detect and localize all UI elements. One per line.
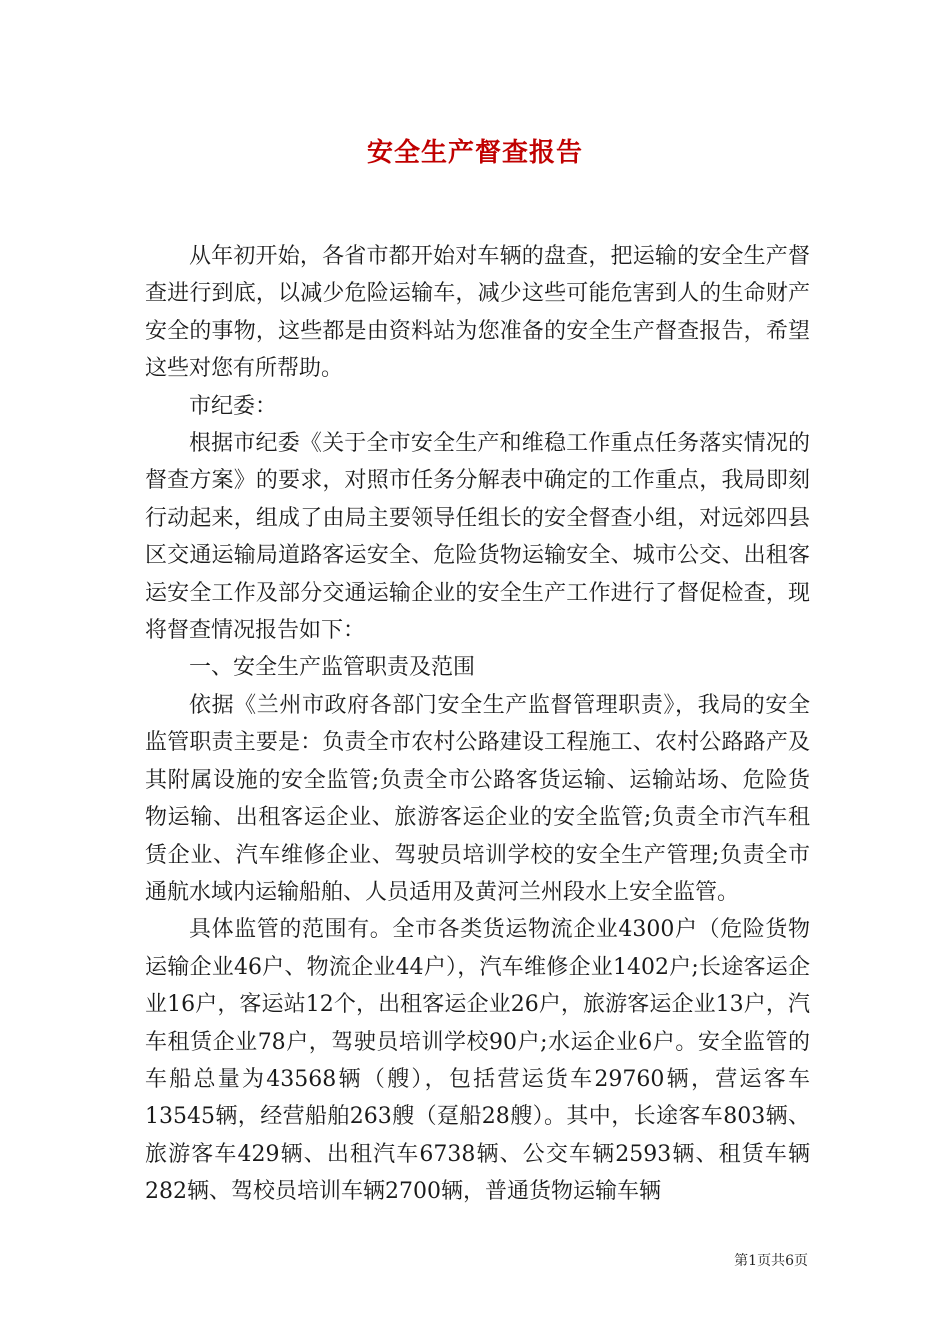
document-title: 安全生产督查报告	[366, 138, 583, 168]
intro-paragraph: 从年初开始，各省市都开始对车辆的盘查，把运输的安全生产督查进行到底，以减少危险运输车，减少这些可能危害到人的生命财产安全的事物，这些都是由资料站为您准备的安全生产督查报告，希望这些对您有所帮助。	[145, 244, 810, 382]
body-paragraph: 依据《兰州市政府各部门安全生产监督管理职责》，我局的安全监管职责主要是：负责全市农村公路建设工程施工、农村公路路产及其附属设施的安全监管;负责全市公路客货运输、运输站场、危险货物运输、出租客运企业、旅游客运企业的安全监管;负责全市汽车租赁企业、汽车维修企业、驾驶员培训学校的安全生产管理;负责全市通航水域内运输船舶、人员适用及黄河兰州段水上安全监管。	[145, 692, 810, 905]
salutation: 市纪委：	[189, 393, 278, 419]
body-paragraph: 根据市纪委《关于全市安全生产和维稳工作重点任务落实情况的督查方案》的要求，对照市任务分解表中确定的工作重点，我局即刻行动起来，组成了由局主要领导任组长的安全督查小组，对远郊四县区交通运输局道路客运安全、危险货物运输安全、城市公交、出租客运安全工作及部分交通运输企业的安全生产工作进行了督促检查，现将督查情况报告如下：	[145, 431, 810, 644]
body-paragraph: 具体监管的范围有。全市各类货运物流企业4300户（危险货物运输企业46户、物流企业44户），汽车维修企业1402户;长途客运企业16户，客运站12个，出租客运企业26户，旅游客运企业13户，汽车租赁企业78户，驾驶员培训学校90户;水运企业6户。安全监管的车船总量为43568辆（艘），包括营运货车29760辆，营运客车13545辆，经营船舶263艘（趸船28艘）。其中，长途客车803辆、旅游客车429辆、出租汽车6738辆、公交车辆2593辆、租赁车辆282辆、驾校员培训车辆2700辆，普通货物运输车辆	[145, 917, 810, 1205]
section-heading: 一、安全生产监管职责及范围	[189, 655, 476, 681]
document-body	[145, 238, 810, 1211]
page-number-footer: 第1页共6页	[734, 1253, 808, 1269]
